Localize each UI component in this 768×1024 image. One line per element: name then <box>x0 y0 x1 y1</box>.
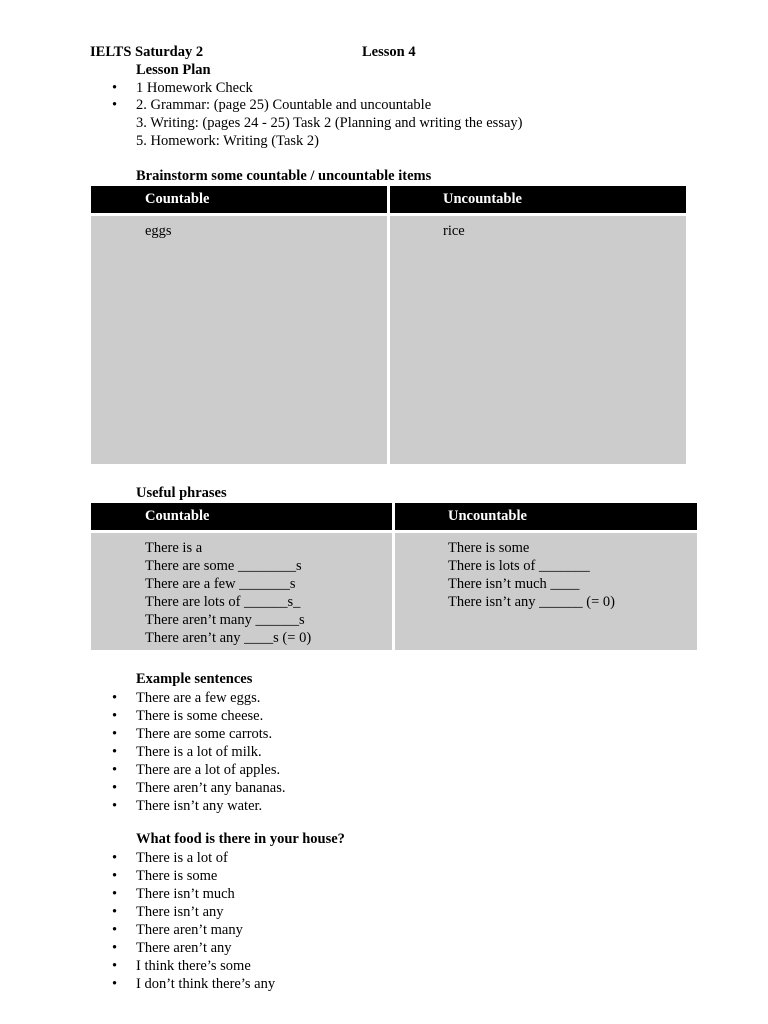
list-item-text: 2. Grammar: (page 25) Countable and uncountable <box>136 97 432 113</box>
bullet-icon: • <box>112 868 118 884</box>
list-item-text: There isn’t any <box>136 904 224 920</box>
phrase: There is a <box>145 540 203 556</box>
list-item-text: There are some carrots. <box>136 726 273 742</box>
countable-phrases <box>145 539 311 647</box>
column-header-countable: Countable <box>145 508 210 524</box>
food-question-title: What food is there in your house? <box>136 831 345 847</box>
bullet-icon: • <box>112 744 118 760</box>
course-title: IELTS Saturday 2 <box>90 44 204 60</box>
bullet-icon: • <box>112 904 118 920</box>
phrase: There isn’t much ____ <box>448 576 580 592</box>
list-item <box>112 779 286 797</box>
bullet-icon: • <box>112 922 118 938</box>
list-item-text: There is a lot of milk. <box>136 744 262 760</box>
phrase: There are a few _______s <box>145 576 296 592</box>
list-item <box>112 689 286 707</box>
phrase: There aren’t any ____s (= 0) <box>145 630 312 646</box>
list-item-text: There are a few eggs. <box>136 690 261 706</box>
list-item-text: There aren’t any <box>136 940 232 956</box>
list-item <box>112 921 275 939</box>
bullet-icon: • <box>112 958 118 974</box>
list-item-text: 5. Homework: Writing (Task 2) <box>136 133 319 149</box>
list-item <box>112 885 275 903</box>
list-item-text: I think there’s some <box>136 958 251 974</box>
list-item <box>112 903 275 921</box>
bullet-icon: • <box>112 940 118 956</box>
list-item-text: There is a lot of <box>136 850 228 866</box>
bullet-icon: • <box>112 886 118 902</box>
bullet-icon: • <box>112 726 118 742</box>
table-header-cell <box>390 186 686 213</box>
list-item-text: There is some <box>136 868 218 884</box>
list-item <box>112 707 286 725</box>
table-header-cell <box>395 503 697 530</box>
list-item <box>112 761 286 779</box>
table-header-cell <box>91 503 392 530</box>
lesson-plan-title: Lesson Plan <box>136 62 211 78</box>
phrase: There is lots of _______ <box>448 558 590 574</box>
lesson-number: Lesson 4 <box>362 44 416 60</box>
list-item-text: There aren’t many <box>136 922 243 938</box>
list-item <box>112 975 275 993</box>
bullet-icon: • <box>112 80 118 96</box>
list-item <box>112 939 275 957</box>
list-item-text: 3. Writing: (pages 24 - 25) Task 2 (Planning and writing the essay) <box>136 115 523 131</box>
list-item-text: There are a lot of apples. <box>136 762 281 778</box>
list-item-text: There aren’t any bananas. <box>136 780 286 796</box>
list-item <box>112 797 286 815</box>
bullet-icon: • <box>112 708 118 724</box>
list-item <box>112 849 275 867</box>
phrase: There is some <box>448 540 530 556</box>
list-item-text: There isn’t any water. <box>136 798 263 814</box>
example-sentences-list <box>112 689 286 815</box>
column-header-uncountable: Uncountable <box>443 191 522 207</box>
table-cell <box>91 533 392 650</box>
bullet-icon: • <box>112 798 118 814</box>
column-header-uncountable: Uncountable <box>448 508 527 524</box>
list-item-text: There is some cheese. <box>136 708 264 724</box>
column-header-countable: Countable <box>145 191 210 207</box>
example-sentences-title: Example sentences <box>136 671 253 687</box>
bullet-icon: • <box>112 780 118 796</box>
list-item <box>112 743 286 761</box>
table-cell <box>91 216 387 464</box>
brainstorm-title: Brainstorm some countable / uncountable items <box>136 168 432 184</box>
bullet-icon: • <box>112 850 118 866</box>
bullet-icon: • <box>112 97 118 113</box>
phrase: There isn’t any ______ (= 0) <box>448 594 615 610</box>
countable-item: eggs <box>145 223 172 239</box>
list-item <box>112 957 275 975</box>
bullet-icon: • <box>112 762 118 778</box>
bullet-icon: • <box>112 976 118 992</box>
list-item <box>112 867 275 885</box>
table-cell <box>395 533 697 650</box>
list-item-text: I don’t think there’s any <box>136 976 276 992</box>
bullet-icon: • <box>112 690 118 706</box>
uncountable-item: rice <box>443 223 465 239</box>
list-item-text: There isn’t much <box>136 886 235 902</box>
phrase: There are some ________s <box>145 558 302 574</box>
list-item-text: 1 Homework Check <box>136 80 253 96</box>
uncountable-phrases <box>448 539 615 611</box>
useful-phrases-title: Useful phrases <box>136 485 227 501</box>
food-phrases-list <box>112 849 275 993</box>
table-cell <box>390 216 686 464</box>
phrase: There are lots of ______s_ <box>145 594 301 610</box>
phrase: There aren’t many ______s <box>145 612 305 628</box>
list-item <box>112 725 286 743</box>
table-header-cell <box>91 186 387 213</box>
